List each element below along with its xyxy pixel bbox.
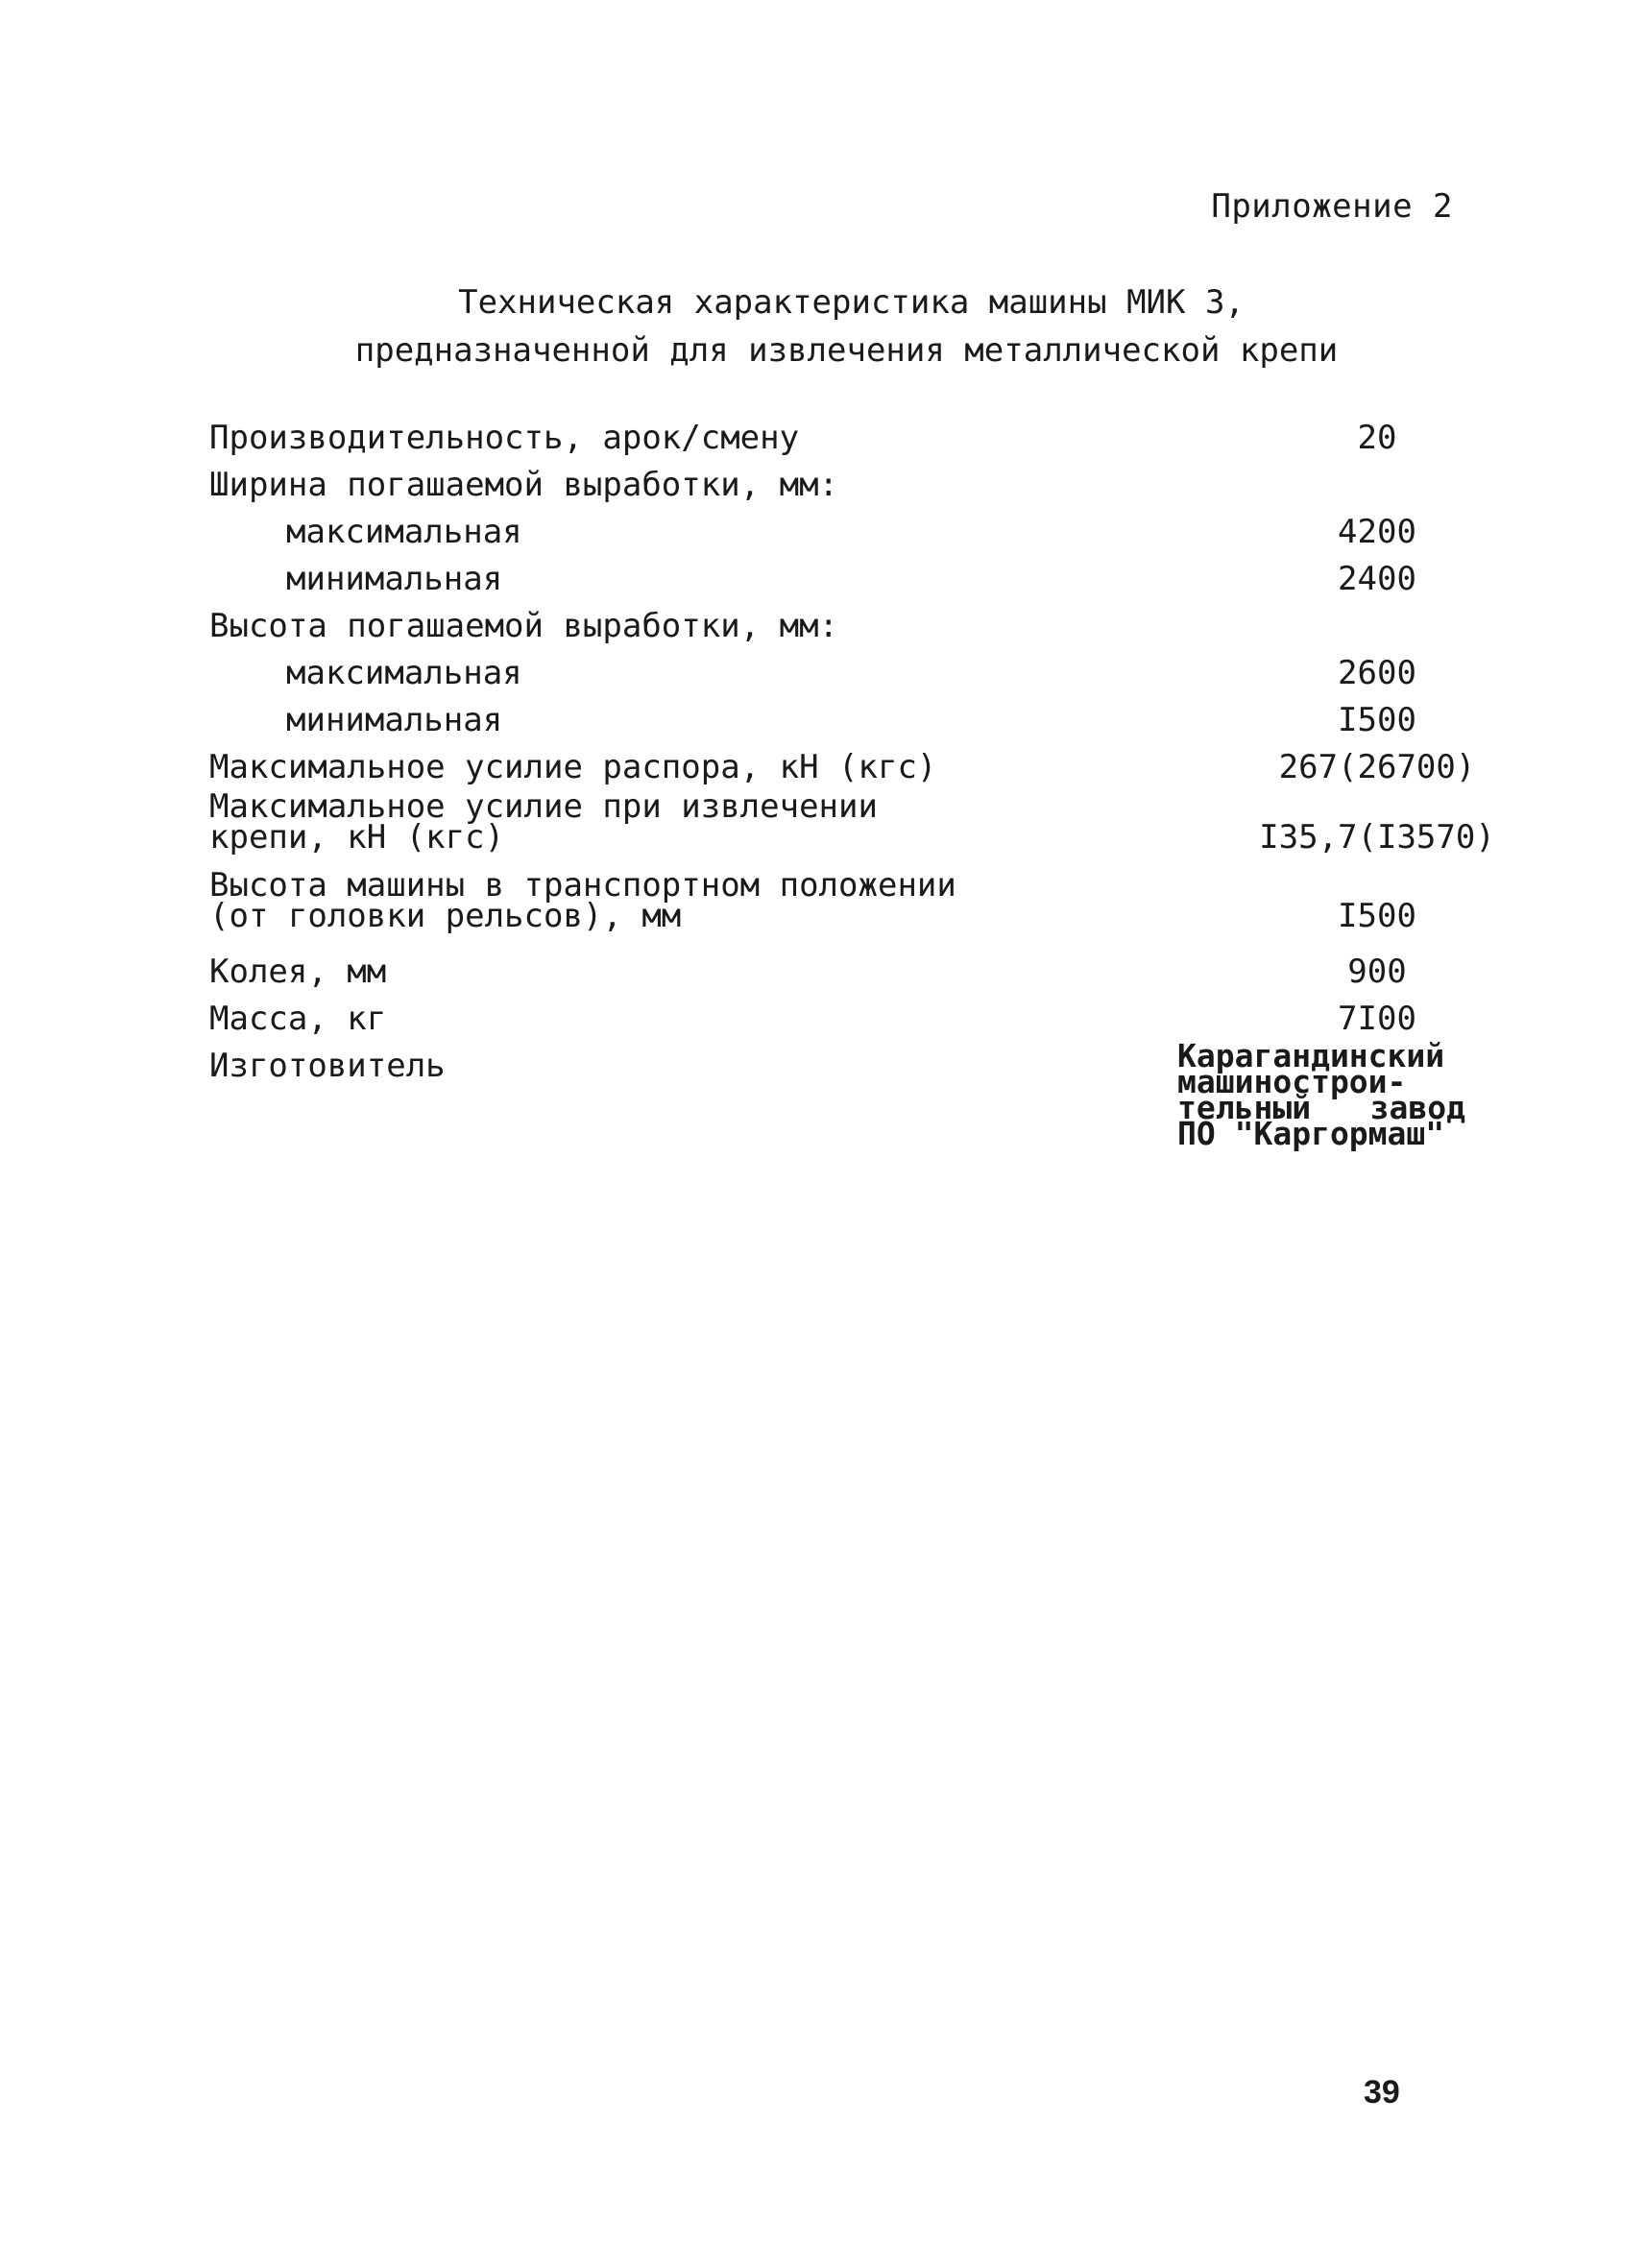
spec-label: Ширина погашаемой выработки, мм: [209, 466, 839, 504]
spec-row-manufacturer [209, 1037, 1465, 1152]
spec-value: 20 [1357, 419, 1397, 457]
spec-label: минимальная [286, 560, 503, 598]
spec-label: Высота погашаемой выработки, мм: [209, 607, 839, 645]
spec-value: I500 [1338, 701, 1416, 739]
spec-value: I500 [1338, 897, 1416, 935]
spec-value-manufacturer: Карагандинский машинострои-тельный завод ПО "Каргормаш" [1177, 1037, 1465, 1152]
spec-label: Высота машины в транспортном положении (от головки рельсов), мм [209, 866, 956, 935]
spec-value: 267(26700) [1278, 748, 1476, 786]
title-line-1: Техническая характеристика машины МИК 3, [458, 283, 1245, 322]
spec-row-height-heading [209, 603, 1458, 650]
spec-value: I35,7(I3570) [1259, 818, 1495, 857]
spec-row-height-max [209, 650, 1458, 697]
spec-row-width-heading [209, 462, 1458, 509]
spec-label: Колея, мм [209, 953, 387, 991]
spec-value: 900 [1347, 953, 1407, 991]
spec-row-height-min [209, 697, 1458, 744]
spec-row-spreading-force [209, 744, 1476, 791]
appendix-label: Приложение 2 [1211, 187, 1453, 226]
spec-row-extraction-force [209, 787, 1495, 870]
spec-row-width-min [209, 556, 1458, 603]
spec-row-productivity [209, 415, 1458, 462]
spec-value: 2400 [1338, 560, 1416, 598]
spec-value: 2600 [1338, 654, 1416, 692]
spec-value: 7I00 [1338, 1000, 1416, 1038]
spec-label: Максимальное усилие при извлечении крепи, кН (кгс) [209, 787, 878, 857]
page-number: 39 [1364, 2074, 1400, 2111]
spec-label: Производительность, арок/смену [209, 419, 800, 457]
spec-row-transport-height [209, 866, 1458, 949]
spec-label: минимальная [286, 701, 503, 739]
spec-label: максимальная [286, 654, 522, 692]
spec-label: Масса, кг [209, 1000, 387, 1038]
title-line-2: предназначенной для извлечения металлической крепи [354, 331, 1339, 370]
spec-row-width-max [209, 509, 1458, 556]
spec-value: 4200 [1338, 513, 1416, 551]
spec-label: Изготовитель [209, 1047, 446, 1085]
spec-row-track-gauge [209, 949, 1458, 996]
document-title [0, 278, 1645, 374]
spec-label: Максимальное усилие распора, кН (кгс) [209, 748, 937, 786]
spec-row-mass [209, 996, 1458, 1043]
specifications-table [209, 415, 1495, 1152]
spec-label: максимальная [286, 513, 522, 551]
